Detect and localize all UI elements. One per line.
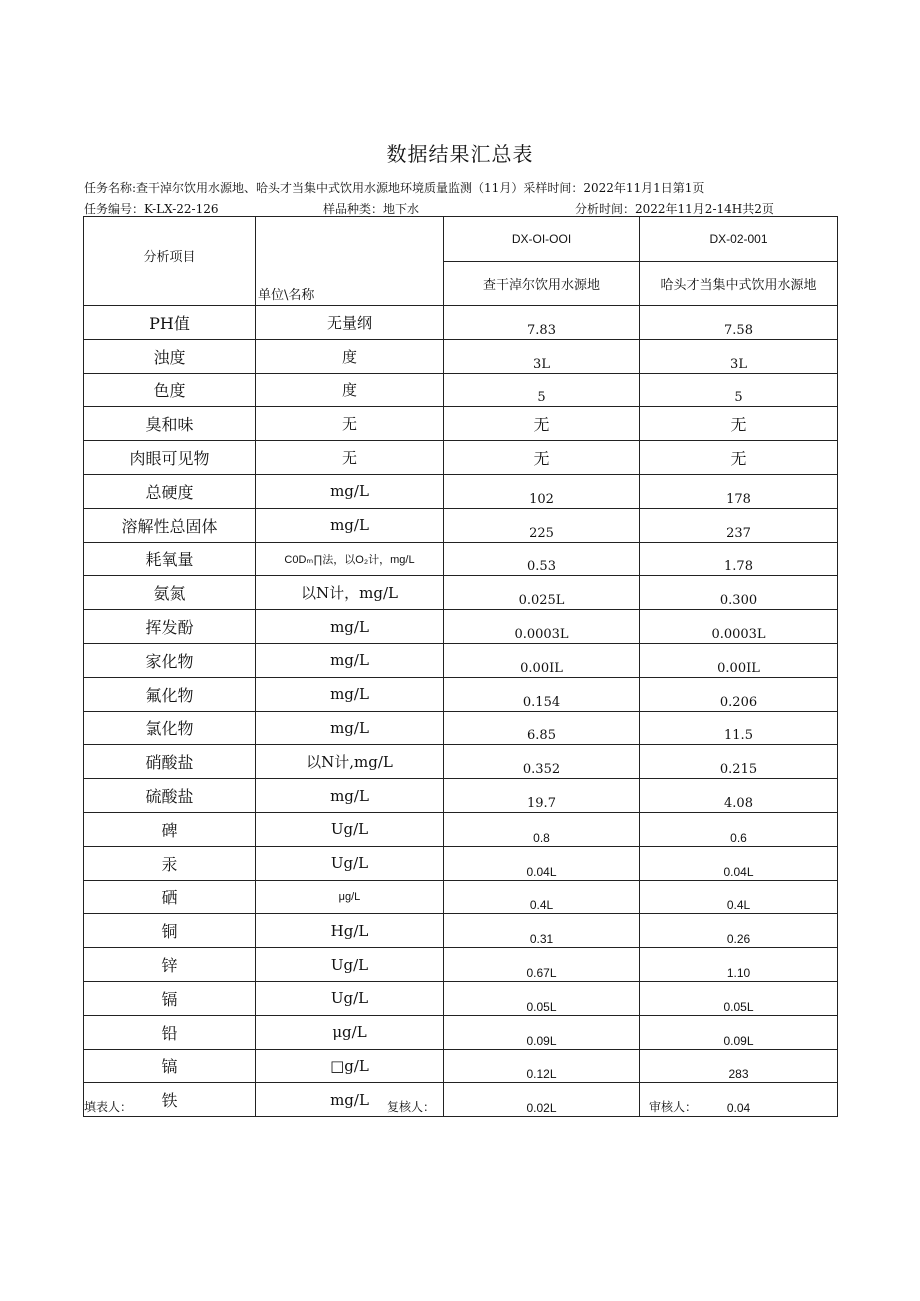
row-unit: μg/L xyxy=(256,1015,444,1049)
table-row xyxy=(84,779,838,813)
row-value-site-1: 0.352 xyxy=(444,745,640,779)
row-value-site-1: 0.4L xyxy=(444,880,640,914)
row-item: 溶解性总固体 xyxy=(84,508,256,542)
row-value-site-2: 0.215 xyxy=(640,745,838,779)
row-value-site-1: 无 xyxy=(444,407,640,441)
row-value-site-1: 19.7 xyxy=(444,779,640,813)
row-value-site-1: 0.025L xyxy=(444,576,640,610)
row-value-site-2: 5 xyxy=(640,373,838,407)
table-row xyxy=(84,643,838,677)
row-value-site-1: 102 xyxy=(444,474,640,508)
row-value-site-1: 0.8 xyxy=(444,812,640,846)
table-row xyxy=(84,880,838,914)
table-row xyxy=(84,474,838,508)
table-row xyxy=(84,610,838,644)
row-unit: mg/L xyxy=(256,779,444,813)
row-unit: Ug/L xyxy=(256,846,444,880)
table-row xyxy=(84,508,838,542)
row-item: 镐 xyxy=(84,1049,256,1083)
table-row xyxy=(84,1049,838,1083)
row-unit: Ug/L xyxy=(256,812,444,846)
row-unit: mg/L xyxy=(256,610,444,644)
table-row xyxy=(84,1083,838,1117)
row-value-site-1: 0.31 xyxy=(444,914,640,948)
row-value-site-2: 无 xyxy=(640,407,838,441)
row-value-site-2: 1.78 xyxy=(640,542,838,576)
row-value-site-2: 0.04L xyxy=(640,846,838,880)
row-item: 碑 xyxy=(84,812,256,846)
task-name-line: 任务名称:查干淖尔饮用水源地、哈头才当集中式饮用水源地环境质量监测（11月）采样时间：2022年11月1日第1页 xyxy=(84,181,705,195)
row-value-site-2: 1.10 xyxy=(640,948,838,982)
row-unit: 无 xyxy=(256,441,444,475)
row-value-site-1: 225 xyxy=(444,508,640,542)
table-row xyxy=(84,711,838,745)
reviewer-label: 复核人： xyxy=(387,1100,436,1114)
row-unit: mg/L xyxy=(256,711,444,745)
row-item: 氨氮 xyxy=(84,576,256,610)
row-unit: Ug/L xyxy=(256,948,444,982)
row-item: 汞 xyxy=(84,846,256,880)
row-value-site-2: 0.6 xyxy=(640,812,838,846)
row-item: 耗氧量 xyxy=(84,542,256,576)
row-value-site-2: 7.58 xyxy=(640,306,838,340)
row-value-site-1: 3L xyxy=(444,339,640,373)
table-row xyxy=(84,576,838,610)
row-item: 铁 xyxy=(84,1083,256,1117)
row-unit: mg/L xyxy=(256,643,444,677)
header-code-1: DX-OI-OOI xyxy=(444,217,640,262)
row-unit: 以N计，mg/L xyxy=(256,576,444,610)
page-title: 数据结果汇总表 xyxy=(386,142,534,166)
row-value-site-2: 0.09L xyxy=(640,1015,838,1049)
row-unit: 无 xyxy=(256,407,444,441)
row-unit: 度 xyxy=(256,373,444,407)
row-value-site-2: 3L xyxy=(640,339,838,373)
row-unit: μg/L xyxy=(256,880,444,914)
row-item: 铜 xyxy=(84,914,256,948)
row-unit: mg/L xyxy=(256,508,444,542)
table-row xyxy=(84,677,838,711)
header-site-1: 查干淖尔饮用水源地 xyxy=(444,262,640,306)
row-value-site-2: 237 xyxy=(640,508,838,542)
row-item: 色度 xyxy=(84,373,256,407)
row-value-site-1: 5 xyxy=(444,373,640,407)
row-value-site-1: 0.12L xyxy=(444,1049,640,1083)
row-unit: mg/L xyxy=(256,1083,444,1117)
row-value-site-2: 0.300 xyxy=(640,576,838,610)
task-number: 任务编号：K-LX-22-126 xyxy=(84,202,219,216)
row-unit: Hg/L xyxy=(256,914,444,948)
row-value-site-1: 0.53 xyxy=(444,542,640,576)
table-row xyxy=(84,339,838,373)
row-value-site-1: 0.04L xyxy=(444,846,640,880)
row-item: 硝酸盐 xyxy=(84,745,256,779)
row-item: 氟化物 xyxy=(84,677,256,711)
table-row xyxy=(84,914,838,948)
row-value-site-1: 0.09L xyxy=(444,1015,640,1049)
row-item: 硫酸盐 xyxy=(84,779,256,813)
table-row xyxy=(84,373,838,407)
row-value-site-1: 6.85 xyxy=(444,711,640,745)
row-value-site-2: 0.26 xyxy=(640,914,838,948)
row-value-site-1: 7.83 xyxy=(444,306,640,340)
sample-type: 样品种类：地下水 xyxy=(323,202,420,216)
header-code-2: DX-02-001 xyxy=(640,217,838,262)
row-unit: mg/L xyxy=(256,677,444,711)
row-item: 锌 xyxy=(84,948,256,982)
table-row xyxy=(84,981,838,1015)
results-table xyxy=(83,216,838,1117)
row-item: PH值 xyxy=(84,306,256,340)
row-item: 肉眼可见物 xyxy=(84,441,256,475)
row-value-site-1: 0.0003L xyxy=(444,610,640,644)
table-row xyxy=(84,948,838,982)
table-row xyxy=(84,745,838,779)
row-value-site-1: 0.00IL xyxy=(444,643,640,677)
row-item: 氯化物 xyxy=(84,711,256,745)
row-item: 硒 xyxy=(84,880,256,914)
row-value-site-2: 0.0003L xyxy=(640,610,838,644)
table-row xyxy=(84,542,838,576)
row-value-site-2: 0.4L xyxy=(640,880,838,914)
row-unit: 无量纲 xyxy=(256,306,444,340)
row-item: 浊度 xyxy=(84,339,256,373)
row-unit: mg/L xyxy=(256,474,444,508)
row-value-site-2: 283 xyxy=(640,1049,838,1083)
table-row xyxy=(84,1015,838,1049)
row-value-site-1: 0.05L xyxy=(444,981,640,1015)
row-unit: C0Dₘ∏法，以O₂计，mg/L xyxy=(256,542,444,576)
table-row xyxy=(84,812,838,846)
row-unit: Ug/L xyxy=(256,981,444,1015)
row-unit: 度 xyxy=(256,339,444,373)
table-row xyxy=(84,407,838,441)
header-item: 分析项目 xyxy=(84,217,256,306)
table-row xyxy=(84,441,838,475)
table-row xyxy=(84,846,838,880)
row-value-site-2: 178 xyxy=(640,474,838,508)
auditor-label: 审核人： xyxy=(649,1100,698,1114)
row-item: 铅 xyxy=(84,1015,256,1049)
row-unit: 以N计,mg/L xyxy=(256,745,444,779)
row-value-site-1: 0.154 xyxy=(444,677,640,711)
row-value-site-2: 0.04 xyxy=(640,1083,838,1117)
row-value-site-2: 0.00IL xyxy=(640,643,838,677)
row-value-site-2: 0.05L xyxy=(640,981,838,1015)
row-value-site-2: 无 xyxy=(640,441,838,475)
analysis-time: 分析时间：2022年11月2-14H共2页 xyxy=(575,202,774,216)
row-item: 家化物 xyxy=(84,643,256,677)
row-item: 臭和味 xyxy=(84,407,256,441)
row-value-site-1: 0.67L xyxy=(444,948,640,982)
header-unit: 单位\名称 xyxy=(256,217,444,306)
row-item: 挥发酚 xyxy=(84,610,256,644)
row-value-site-2: 11.5 xyxy=(640,711,838,745)
row-item: 镉 xyxy=(84,981,256,1015)
row-unit: □g/L xyxy=(256,1049,444,1083)
row-value-site-2: 4.08 xyxy=(640,779,838,813)
row-value-site-2: 0.206 xyxy=(640,677,838,711)
filler-label: 填表人： xyxy=(84,1100,133,1114)
row-value-site-1: 0.02L xyxy=(444,1083,640,1117)
header-site-2: 哈头才当集中式饮用水源地 xyxy=(640,262,838,306)
row-value-site-1: 无 xyxy=(444,441,640,475)
row-item: 总硬度 xyxy=(84,474,256,508)
table-row xyxy=(84,306,838,340)
